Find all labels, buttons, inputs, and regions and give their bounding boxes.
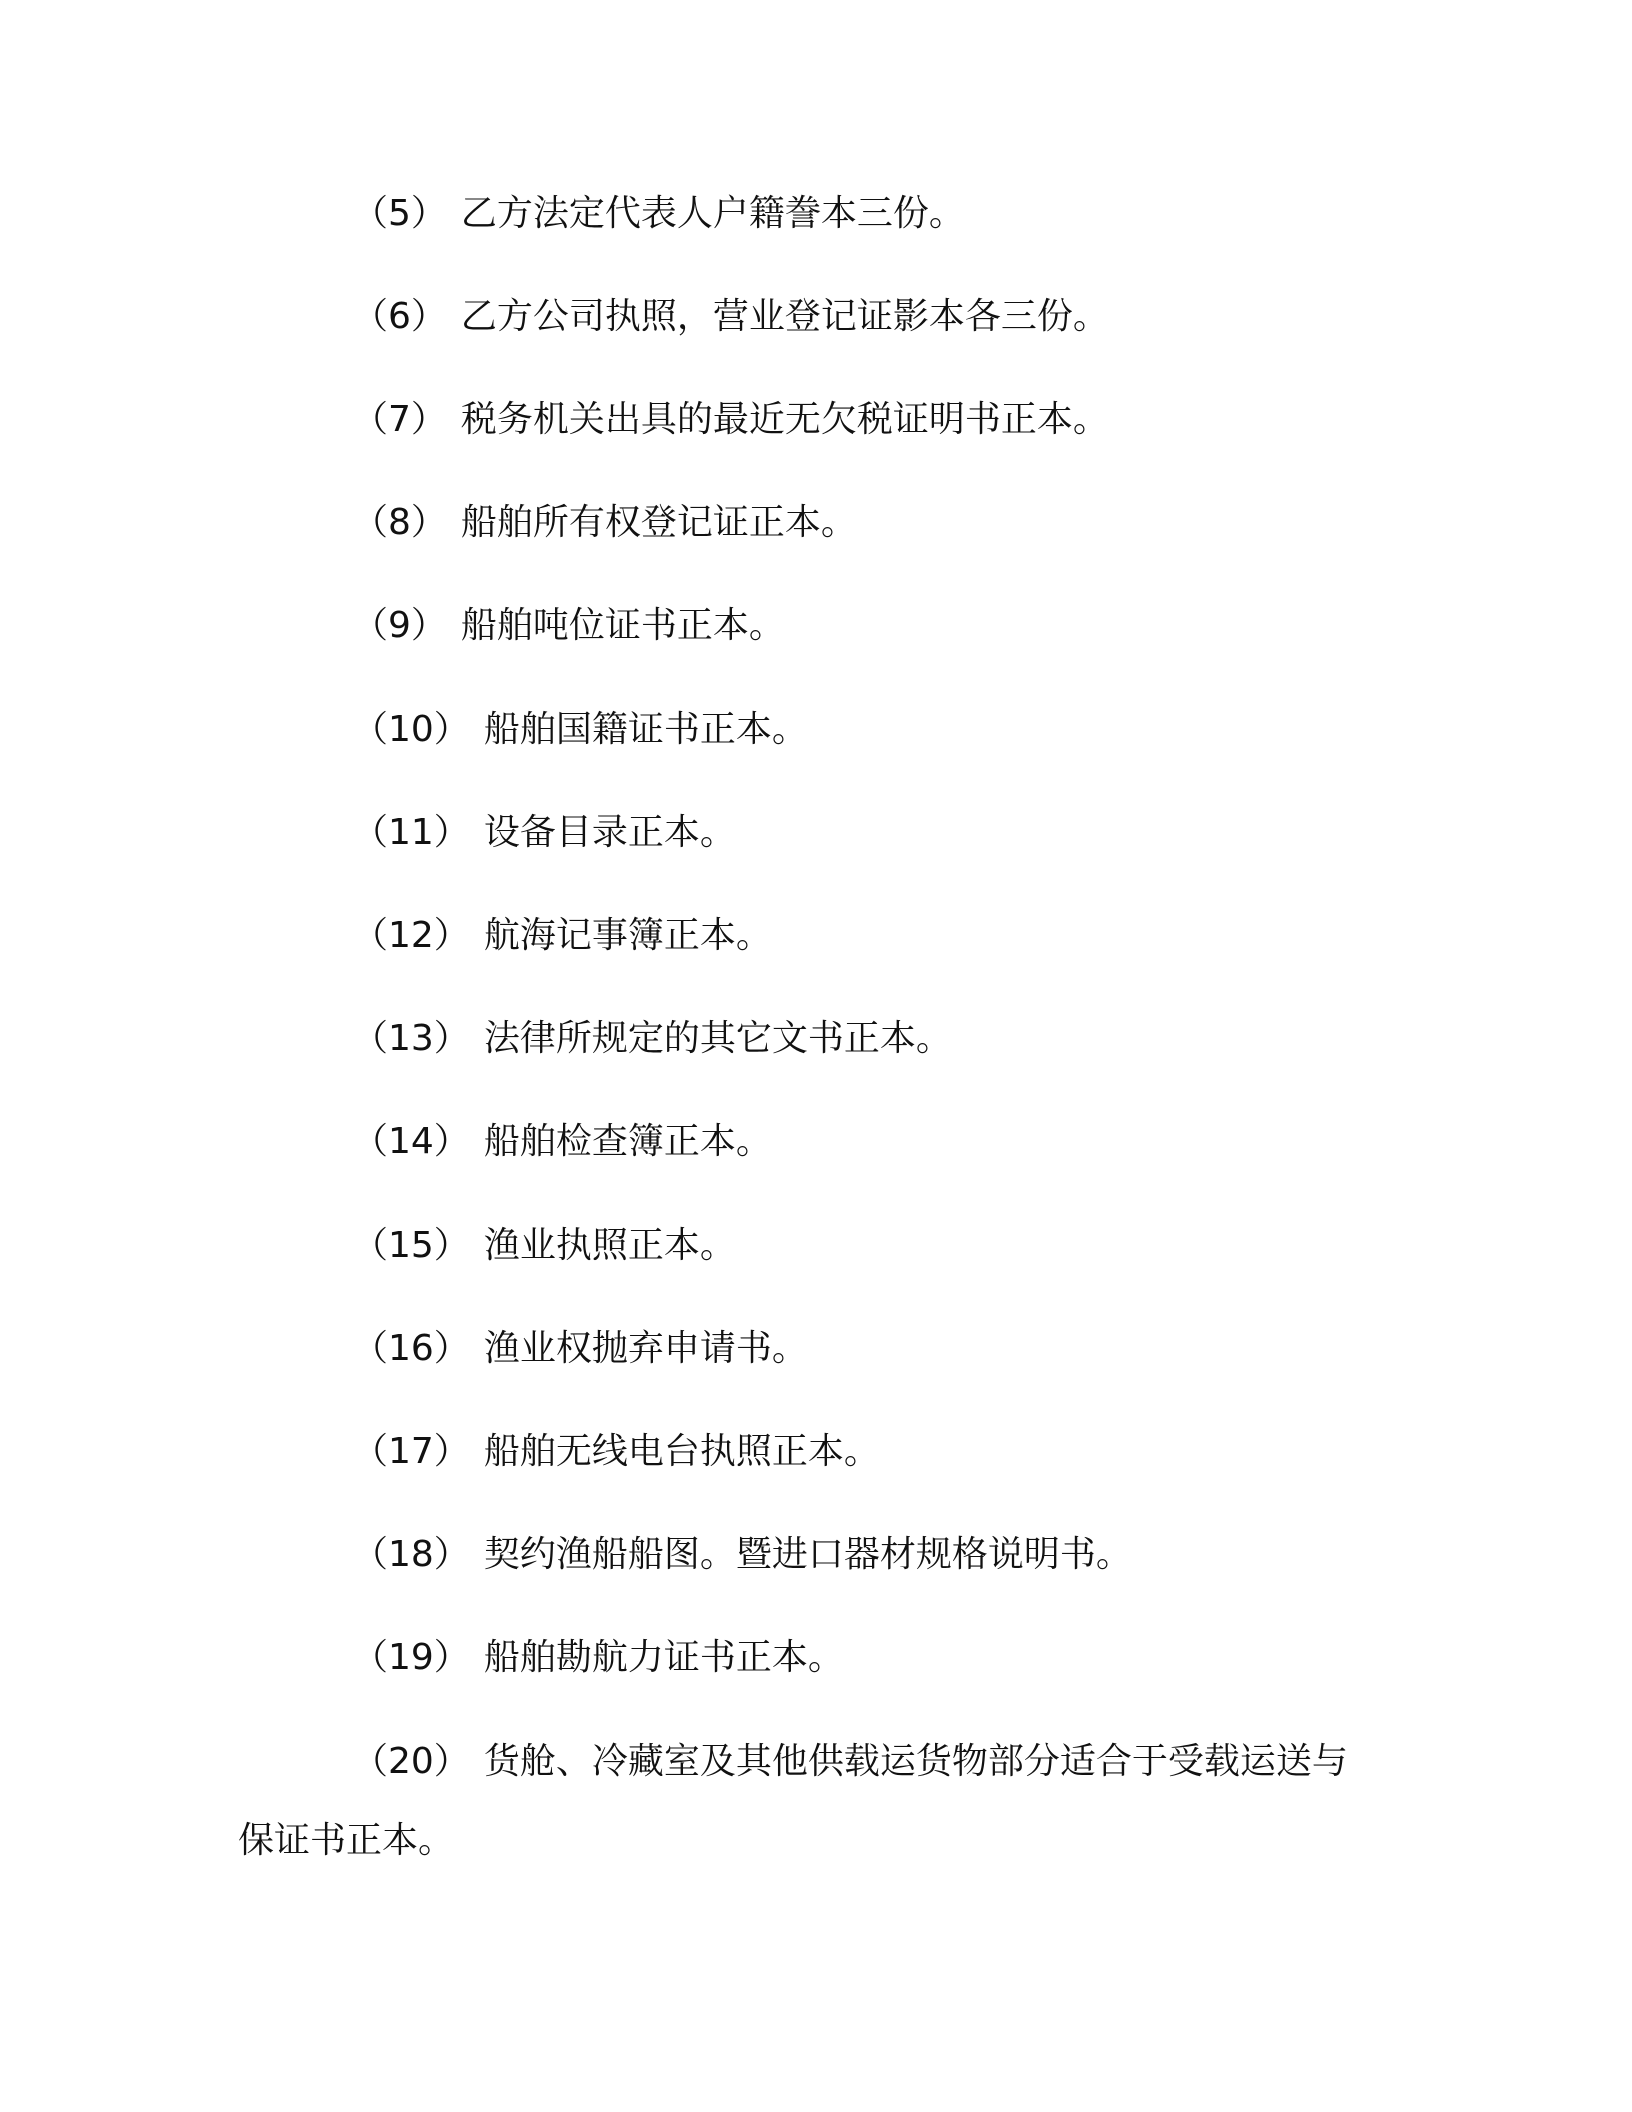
item-number: （6） <box>352 296 447 337</box>
item-number: （5） <box>352 193 447 234</box>
list-item <box>352 398 1402 442</box>
item-text: 船舶国籍证书正本。 <box>483 709 808 750</box>
item-text: 航海记事簿正本。 <box>483 915 772 956</box>
item-number: （16） <box>352 1328 470 1369</box>
list-item <box>352 1224 1402 1268</box>
list-item <box>352 811 1402 855</box>
item-number: （19） <box>352 1637 470 1678</box>
list-item <box>352 1740 1402 1784</box>
item-text: 货舱、冷藏室及其他供载运货物部分适合于受载运送与 <box>483 1741 1348 1782</box>
item-number: （18） <box>352 1534 470 1575</box>
list-item <box>352 192 1402 236</box>
item-number: （15） <box>352 1225 470 1266</box>
item-text: 契约渔船船图。暨进口器材规格说明书。 <box>483 1534 1132 1575</box>
list-item <box>352 1120 1402 1164</box>
item-text: 税务机关出具的最近无欠税证明书正本。 <box>460 399 1109 440</box>
item-text: 法律所规定的其它文书正本。 <box>483 1018 952 1059</box>
item-text: 船舶所有权登记证正本。 <box>460 502 857 543</box>
list-item <box>352 501 1402 545</box>
list-item <box>352 1017 1402 1061</box>
item-number: （14） <box>352 1121 470 1162</box>
item-text: 乙方公司执照，营业登记证影本各三份。 <box>460 296 1109 337</box>
item-text: 渔业权抛弃申请书。 <box>483 1328 808 1369</box>
item-number: （7） <box>352 399 447 440</box>
item-number: （9） <box>352 605 447 646</box>
item-text: 渔业执照正本。 <box>483 1225 736 1266</box>
item-text: 乙方法定代表人户籍誊本三份。 <box>460 193 965 234</box>
item-text: 设备目录正本。 <box>483 812 736 853</box>
list-item <box>352 708 1402 752</box>
item-text: 船舶吨位证书正本。 <box>460 605 785 646</box>
list-item <box>352 914 1402 958</box>
list-item <box>352 295 1402 339</box>
list-item <box>352 1430 1402 1474</box>
item-text: 船舶无线电台执照正本。 <box>483 1431 880 1472</box>
item-number: （12） <box>352 915 470 956</box>
item-number: （11） <box>352 812 470 853</box>
item-number: （17） <box>352 1431 470 1472</box>
item-number: （8） <box>352 502 447 543</box>
item-number: （13） <box>352 1018 470 1059</box>
item-number: （10） <box>352 709 470 750</box>
list-item <box>352 1636 1402 1680</box>
list-item <box>352 1533 1402 1577</box>
list-item <box>352 604 1402 648</box>
item-text: 船舶勘航力证书正本。 <box>483 1637 844 1678</box>
list-item <box>352 1327 1402 1371</box>
item-number: （20） <box>352 1741 470 1782</box>
item-text: 船舶检查簿正本。 <box>483 1121 772 1162</box>
list-item-continuation: 保证书正本。 <box>238 1820 455 1861</box>
